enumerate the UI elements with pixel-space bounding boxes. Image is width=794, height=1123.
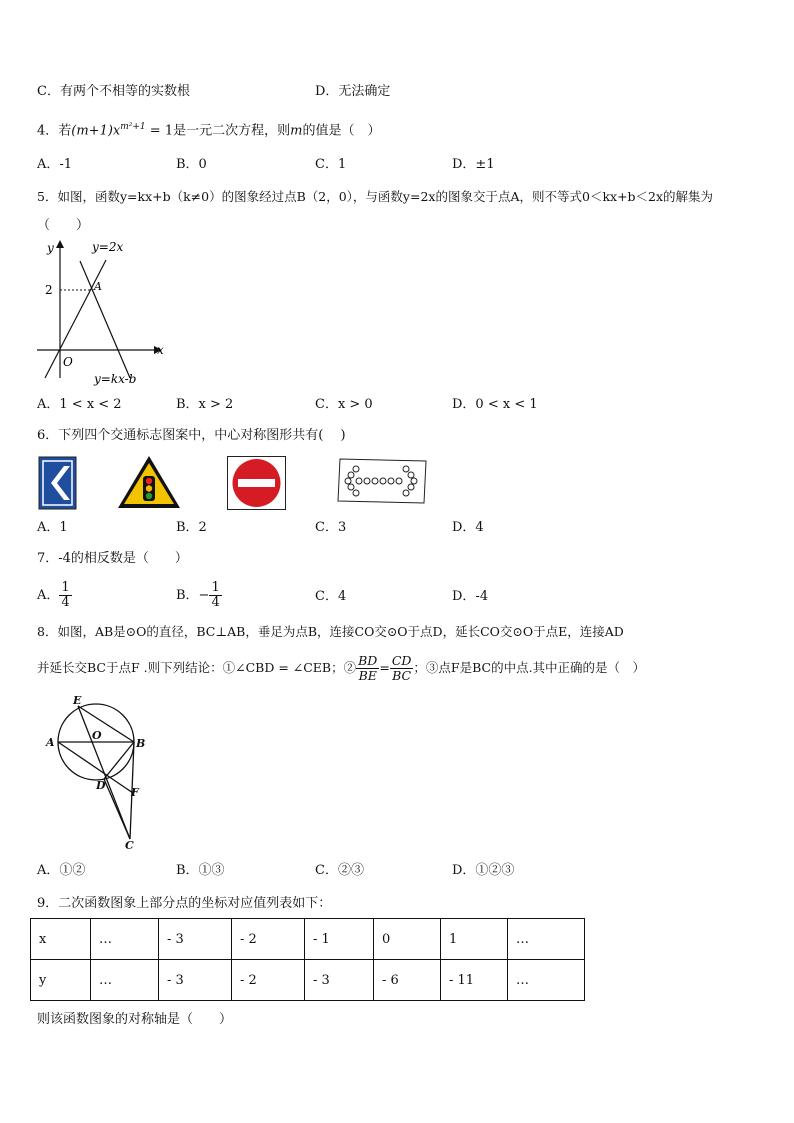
q5-graph [30, 238, 170, 388]
q8-option-c: C．②③ [315, 863, 364, 878]
table-cell: - 6 [374, 960, 441, 1001]
q7-option-a [37, 578, 72, 614]
label-f: F [131, 786, 139, 799]
q8-line2-b: ；③点F是BC的中点.其中正确的是（ ） [413, 660, 646, 675]
q8-frac-bd-be: $\frac{BD}{BE}$ [358, 653, 378, 683]
sign-no-entry [227, 456, 287, 511]
table-row [31, 960, 585, 1001]
line-y-2x [45, 260, 106, 378]
q7-b-fraction: $\frac{1}{4}$ [211, 580, 220, 610]
q9-follow-up: 则该函数图象的对称轴是（ ） [37, 1012, 233, 1027]
label-a: A [46, 736, 55, 749]
y-axis-label: y [47, 241, 54, 255]
q6-option-b: B．2 [176, 520, 207, 535]
q7-option-c: C．4 [315, 589, 347, 604]
table-cell: - 2 [232, 960, 305, 1001]
q8-stem-line2 [37, 650, 645, 686]
label-d: D [96, 779, 106, 792]
label-o: O [92, 729, 102, 742]
q5-stem: 5．如图，函数y=kx+b（k≠0）的图象经过点B（2，0），与函数y=2x的图象交于点A，则不等式0＜kx+b＜2x的解集为 [37, 189, 714, 204]
q5-paren: （ ） [37, 218, 90, 233]
table-cell: - 11 [441, 960, 508, 1001]
q6-stem: 6．下列四个交通标志图案中，中心对称图形共有( ) [37, 428, 346, 443]
origin-label: O [63, 355, 73, 369]
q7-a-fraction: $\frac{1}{4}$ [61, 580, 70, 610]
x-axis-label: x [157, 343, 164, 357]
point-a-label: A [94, 280, 102, 293]
q8-option-a: A．①② [37, 863, 86, 878]
table-row [31, 919, 585, 960]
q4-suffix: 是一元二次方程，则 [173, 123, 291, 139]
q7-option-b [176, 578, 222, 614]
sign-dotted-arrows [336, 456, 428, 506]
q5-option-a: A．1 < x < 2 [37, 397, 122, 412]
table-cell: … [91, 919, 159, 960]
sign-traffic-light-warning [116, 454, 182, 510]
q4-prefix: 4．若 [37, 123, 72, 139]
label-b: B [136, 737, 146, 750]
table-cell: - 1 [305, 919, 374, 960]
q4-option-b: B．0 [176, 157, 207, 172]
q6-option-a: A．1 [37, 520, 68, 535]
q7-b-label: B．− [176, 588, 210, 603]
q4-formula-exp: m²+1 [120, 122, 146, 132]
q8-stem-line1: 8．如图，AB是⊙O的直径，BC⊥AB，垂足为点B，连接CO交⊙O于点D，延长CO交⊙O于点E，连接AD [37, 624, 624, 639]
table-cell: … [508, 919, 585, 960]
q8-eq: = [379, 660, 390, 675]
q4-option-d: D．±1 [452, 157, 495, 172]
q4-formula-tail: = 1 [145, 123, 174, 139]
q8-option-b: B．①③ [176, 863, 225, 878]
q5-option-b: B．x > 2 [176, 397, 234, 412]
q4-ending: 的值是（ ） [302, 123, 381, 139]
q3-option-d: D．无法确定 [315, 84, 391, 99]
q4-var: m [290, 123, 303, 139]
q9-stem: 9．二次函数图象上部分点的坐标对应值列表如下： [37, 896, 332, 911]
q7-stem: 7．-4的相反数是（ ） [37, 551, 188, 566]
q8-frac-cd-bc: $\frac{CD}{BC}$ [391, 653, 412, 683]
tick-2-label: 2 [45, 283, 53, 297]
table-cell: - 3 [159, 919, 232, 960]
q4-formula-lead: (m+1)x [71, 123, 121, 139]
table-cell: y [31, 960, 91, 1001]
q5-option-c: C．x > 0 [315, 397, 373, 412]
sign-left-turn-chevron [38, 456, 78, 511]
table-cell: 1 [441, 919, 508, 960]
line-y-kx-b [80, 261, 130, 378]
y-axis-arrow [56, 240, 64, 248]
q8-line2-a: 并延长交BC于点F .则下列结论：①∠CBD = ∠CEB；② [37, 660, 357, 675]
table-cell: 0 [374, 919, 441, 960]
q7-option-d: D．-4 [452, 589, 489, 604]
q8-circle-figure [40, 692, 160, 852]
line1-label: y=2x [92, 240, 124, 254]
table-cell: … [91, 960, 159, 1001]
q8-option-d: D．①②③ [452, 863, 515, 878]
q7-a-label: A． [37, 588, 60, 603]
q4-option-c: C．1 [315, 157, 347, 172]
q3-option-c: C．有两个不相等的实数根 [37, 84, 190, 99]
q6-option-c: C．3 [315, 520, 347, 535]
q5-option-d: D．0 < x < 1 [452, 397, 538, 412]
q6-option-d: D．4 [452, 520, 484, 535]
q9-value-table [30, 918, 585, 1001]
table-cell: … [508, 960, 585, 1001]
table-cell: - 2 [232, 919, 305, 960]
label-c: C [125, 839, 134, 852]
q4-option-a: A．-1 [37, 157, 73, 172]
table-cell: - 3 [305, 960, 374, 1001]
q4-stem [37, 119, 380, 139]
label-e: E [73, 694, 82, 707]
table-cell: - 3 [159, 960, 232, 1001]
line2-label: y=kx-b [94, 372, 137, 386]
table-cell: x [31, 919, 91, 960]
